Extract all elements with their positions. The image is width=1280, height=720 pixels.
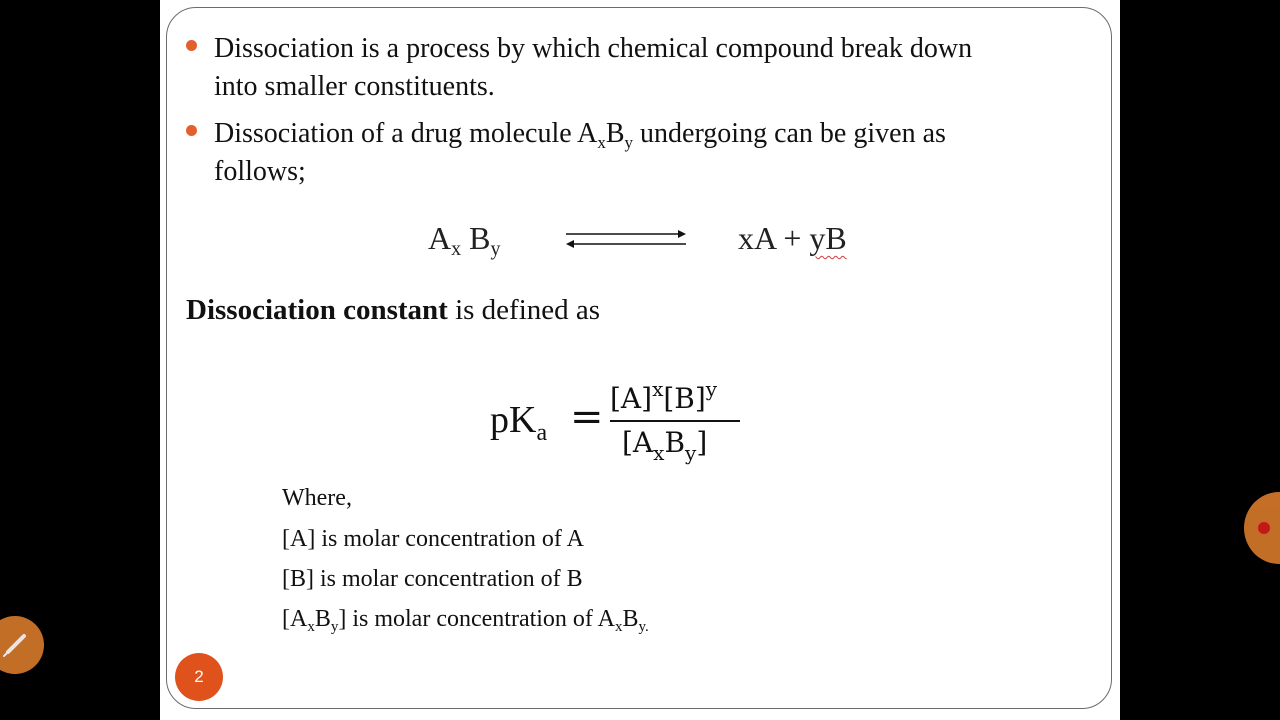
where-segment: [A <box>282 606 308 632</box>
reactant-b: B <box>461 220 491 256</box>
product-text: xA + <box>738 220 810 256</box>
pen-tool-button[interactable] <box>0 616 44 674</box>
bullet-text-segment: Dissociation of a drug molecule A <box>214 118 598 149</box>
numerator-b: [B] <box>663 382 706 415</box>
fraction-bar <box>610 420 740 422</box>
where-title: Where, <box>282 485 352 511</box>
bullet-text <box>214 30 1086 106</box>
formula-numerator <box>610 377 718 415</box>
subscript: y <box>624 133 634 152</box>
superscript: x <box>652 377 664 401</box>
subscript: y <box>490 238 501 260</box>
bullet-dot <box>186 40 197 51</box>
equilibrium-arrows-icon <box>562 226 690 252</box>
record-dot-icon <box>1258 522 1270 534</box>
formula-lhs <box>490 398 548 446</box>
where-line-axby <box>282 606 649 633</box>
where-segment: B <box>622 606 639 632</box>
bullet-text-segment: B <box>605 118 625 149</box>
subscript: y <box>330 619 339 635</box>
denominator-segment: ] <box>696 426 708 459</box>
pka-formula <box>488 377 748 472</box>
bullet-dot <box>186 125 197 136</box>
record-button[interactable] <box>1244 492 1280 564</box>
subscript: x <box>614 619 623 635</box>
where-line-a: [A] is molar concentration of A <box>282 526 584 552</box>
denominator-segment: B <box>664 426 686 459</box>
bullet-item-drug-dissociation <box>186 115 1086 191</box>
superscript: y <box>705 377 718 401</box>
subscript: x <box>597 133 606 152</box>
subscript: y. <box>638 619 649 635</box>
page-number-badge: 2 <box>175 653 223 701</box>
where-line-b: [B] is molar concentration of B <box>282 566 583 592</box>
subscript: x <box>307 619 315 635</box>
subscript: y <box>685 441 697 465</box>
bullet-item-dissociation-definition <box>186 30 1086 106</box>
reactant-a: A <box>428 220 452 256</box>
formula-denominator <box>622 426 708 465</box>
bullet-line: follows; <box>214 156 306 187</box>
bullet-text <box>214 115 1086 191</box>
dissociation-constant-heading <box>186 294 600 327</box>
formula-pk: pK <box>490 399 537 441</box>
reaction-reactant <box>428 220 501 260</box>
reaction-products <box>738 220 847 257</box>
pencil-icon <box>0 630 30 660</box>
where-segment: ] is molar concentration of A <box>338 606 615 632</box>
bullet-line: into smaller constituents. <box>214 71 495 102</box>
bullet-line <box>214 115 1086 153</box>
subscript: x <box>653 441 665 465</box>
equals-sign: = <box>570 394 604 440</box>
bullet-text-segment: undergoing can be given as <box>633 118 946 149</box>
heading-bold: Dissociation constant <box>186 294 448 326</box>
bullet-line: Dissociation is a process by which chemical compound break down <box>214 33 973 64</box>
numerator-a: [A] <box>610 382 653 415</box>
subscript: x <box>451 238 462 260</box>
slide-frame <box>166 7 1112 709</box>
subscript: a <box>536 420 548 446</box>
product-text-spellcheck: yB <box>809 220 847 256</box>
heading-rest: is defined as <box>447 294 601 326</box>
where-segment: B <box>314 606 331 632</box>
denominator-segment: [A <box>622 426 654 459</box>
